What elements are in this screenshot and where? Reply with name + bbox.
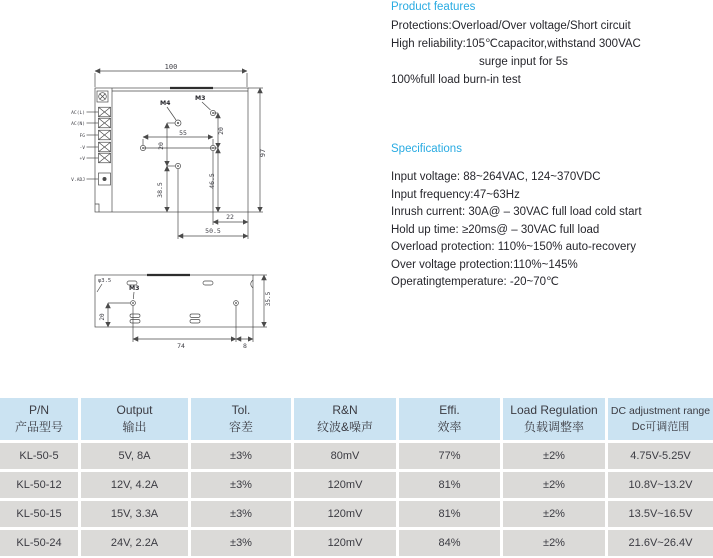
- screw-label-m3: M3: [195, 95, 206, 102]
- table-cell: 5V, 8A: [81, 443, 188, 469]
- dim-35-5: [253, 275, 272, 327]
- table-cell: ±3%: [191, 501, 291, 527]
- column-header: Load Regulation 负载调整率: [503, 398, 605, 440]
- dim-74: [133, 339, 236, 350]
- spec-line: Input voltage: 88~264VAC, 124~370VDC: [391, 171, 601, 183]
- dim-label: 20: [99, 313, 106, 321]
- spec-line: Input frequency:47~63Hz: [391, 188, 520, 201]
- dim-width-100: [95, 63, 247, 87]
- dim-label: 50.5: [205, 227, 221, 235]
- spec-line: Operatingtemperature: -20~70℃: [391, 276, 559, 288]
- column-header: P/N 产品型号: [0, 398, 78, 440]
- column-header: Output 输出: [81, 398, 188, 440]
- table-cell: 120mV: [294, 501, 396, 527]
- mounting-holes: [131, 301, 239, 306]
- terminal-block: [99, 142, 111, 152]
- terminal-block: [99, 153, 111, 163]
- spec-line: Hold up time: ≥20ms@ – 30VAC full load: [391, 223, 600, 236]
- table-cell: ±2%: [503, 530, 605, 556]
- terminal-label: AC(N): [71, 121, 85, 127]
- terminal-labels: [71, 110, 98, 183]
- table-cell: KL-50-12: [0, 472, 78, 498]
- feature-line: Protections:Overload/Over voltage/Short circuit: [391, 20, 631, 32]
- table-cell: KL-50-24: [0, 530, 78, 556]
- table-cell: 12V, 4.2A: [81, 472, 188, 498]
- specifications-heading: Specifications: [391, 143, 462, 155]
- fan-symbol: [97, 91, 108, 102]
- spec-line: Over voltage protection:110%~145%: [391, 258, 578, 271]
- dim-label: 20: [157, 142, 165, 150]
- dim-8: [236, 339, 253, 350]
- dim-22: [213, 213, 248, 222]
- table-cell: 13.5V~16.5V: [608, 501, 713, 527]
- mounting-holes: [140, 110, 215, 168]
- dim-label: 20: [217, 127, 225, 135]
- table-cell: KL-50-5: [0, 443, 78, 469]
- table-cell: 10.8V~13.2V: [608, 472, 713, 498]
- column-header: Tol. 容差: [191, 398, 291, 440]
- table-cell: 120mV: [294, 472, 396, 498]
- table-cell: 80mV: [294, 443, 396, 469]
- dim-label: 55: [179, 129, 187, 137]
- table-cell: KL-50-15: [0, 501, 78, 527]
- terminal-label: +V: [79, 156, 85, 162]
- terminal-label: -V: [79, 145, 85, 151]
- dim-50-5: [178, 227, 248, 236]
- column-header: Effi. 效率: [399, 398, 500, 440]
- dim-label: 38.5: [156, 182, 164, 198]
- terminal-block: [99, 107, 111, 117]
- dim-label: 97: [259, 148, 267, 158]
- top-view-drawing: [55, 60, 270, 250]
- case-outline: [95, 275, 253, 327]
- voltage-adjust-pot: [99, 173, 111, 185]
- terminal-label: FG: [79, 133, 85, 139]
- product-features-heading: Product features: [391, 1, 476, 13]
- feature-line: High reliability:105℃capacitor,withstand 300VAC: [391, 38, 641, 50]
- dim-height-97: [248, 88, 267, 212]
- dim-label: 8: [243, 342, 247, 350]
- dim-label: 35.5: [265, 291, 272, 307]
- table-cell: ±2%: [503, 501, 605, 527]
- terminal-label: V.ADJ: [71, 177, 85, 183]
- product-features-section: [391, 1, 713, 89]
- dim-20: [99, 303, 108, 327]
- terminal-label: AC(L): [71, 110, 85, 116]
- dim-label: 22: [226, 213, 234, 221]
- hole-diameter-label: φ3.5: [98, 278, 112, 284]
- screw-label-m4: M4: [160, 100, 171, 107]
- table-cell: 24V, 2.2A: [81, 530, 188, 556]
- table-cell: ±3%: [191, 530, 291, 556]
- dim-55: [143, 129, 213, 145]
- table-cell: ±3%: [191, 443, 291, 469]
- terminal-block: [99, 130, 111, 140]
- table-cell: 120mV: [294, 530, 396, 556]
- table-cell: 84%: [399, 530, 500, 556]
- dim-label: 100: [164, 63, 178, 71]
- table-cell: ±2%: [503, 443, 605, 469]
- table-cell: 81%: [399, 472, 500, 498]
- table-cell: 77%: [399, 443, 500, 469]
- screw-label-m3: M3: [129, 285, 140, 292]
- table-cell: 15V, 3.3A: [81, 501, 188, 527]
- spec-line: Overload protection: 110%~150% auto-recovery: [391, 241, 636, 253]
- specifications-section: [391, 143, 713, 292]
- feature-line: 100%full load burn-in test: [391, 74, 521, 86]
- model-spec-table: [0, 398, 713, 556]
- table-cell: 4.75V-5.25V: [608, 443, 713, 469]
- dim-label: 46.5: [208, 173, 216, 189]
- dim-label: 74: [177, 342, 185, 350]
- dim-20-right: [213, 113, 225, 148]
- chassis-outline: [95, 88, 248, 212]
- dim-38-5: [156, 166, 167, 212]
- table-cell: 21.6V~26.4V: [608, 530, 713, 556]
- terminal-block: [99, 118, 111, 128]
- column-header: DC adjustment range Dc可调范围: [608, 398, 713, 440]
- spec-line: Inrush current: 30A@ – 30VAC full load cold start: [391, 206, 642, 218]
- side-view-drawing: [90, 270, 275, 355]
- table-cell: ±3%: [191, 472, 291, 498]
- feature-line: surge input for 5s: [479, 56, 568, 68]
- table-cell: 81%: [399, 501, 500, 527]
- table-cell: ±2%: [503, 472, 605, 498]
- vent-slots: [127, 281, 213, 323]
- column-header: R&N 纹波&噪声: [294, 398, 396, 440]
- dim-20-center: [157, 123, 175, 166]
- terminal-block-strip: [99, 107, 111, 185]
